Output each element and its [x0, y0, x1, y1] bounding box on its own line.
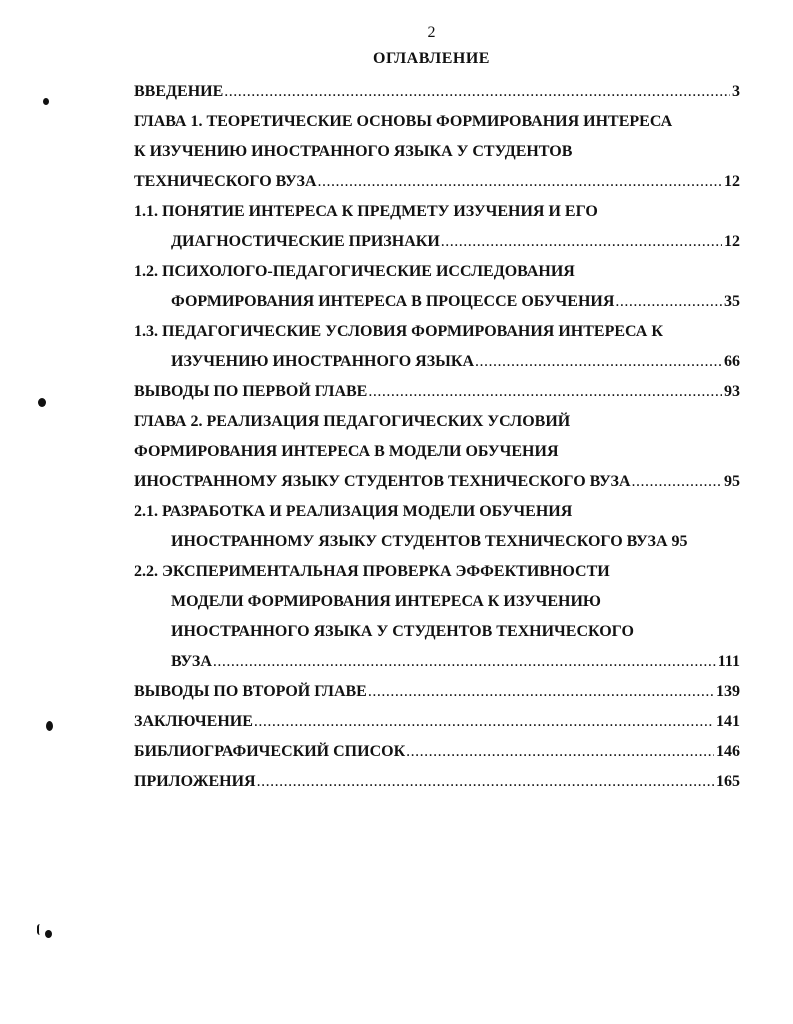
toc-entry-title-line: 2.1. РАЗРАБОТКА И РЕАЛИЗАЦИЯ МОДЕЛИ ОБУЧЕНИЯ — [134, 503, 573, 520]
toc-entry-appendices[interactable] — [134, 767, 740, 797]
toc-entry-title-line: БИБЛИОГРАФИЧЕСКИЙ СПИСОК — [134, 743, 406, 760]
toc-page-number: 35 — [724, 293, 740, 310]
toc-entry-title-line: ВЫВОДЫ ПО ПЕРВОЙ ГЛАВЕ — [134, 383, 368, 400]
toc-entry-section-2-1[interactable] — [134, 497, 740, 557]
scan-speck — [46, 721, 53, 731]
dot-leader — [318, 167, 722, 197]
toc-entry-title-line: ИНОСТРАННОМУ ЯЗЫКУ СТУДЕНТОВ ТЕХНИЧЕСКОГО ВУЗА — [171, 533, 668, 550]
toc-entry-title-line: 2.2. ЭКСПЕРИМЕНТАЛЬНАЯ ПРОВЕРКА ЭФФЕКТИВНОСТИ — [134, 563, 610, 580]
toc-page-number: 95 — [724, 473, 740, 490]
toc-page-number: 95 — [671, 533, 688, 550]
toc-entry-title-line: К ИЗУЧЕНИЮ ИНОСТРАННОГО ЯЗЫКА У СТУДЕНТОВ — [134, 143, 573, 160]
scan-speck — [37, 924, 42, 935]
toc-page-number: 111 — [717, 653, 740, 670]
toc-page-number: 165 — [716, 773, 740, 790]
dot-leader — [257, 767, 714, 797]
toc-entry-title-line: ДИАГНОСТИЧЕСКИЕ ПРИЗНАКИ — [171, 233, 440, 250]
scan-speck — [43, 98, 49, 105]
dot-leader — [368, 377, 722, 407]
dot-leader — [254, 707, 714, 737]
toc-entry-conclusion[interactable] — [134, 707, 740, 737]
toc-entry-title-line: ГЛАВА 2. РЕАЛИЗАЦИЯ ПЕДАГОГИЧЕСКИХ УСЛОВИЙ — [134, 413, 571, 430]
toc-entry-title-line: ГЛАВА 1. ТЕОРЕТИЧЕСКИЕ ОСНОВЫ ФОРМИРОВАНИЯ ИНТЕРЕСА — [134, 113, 673, 130]
scan-speck — [45, 930, 52, 938]
toc-entry-title-line: ЗАКЛЮЧЕНИЕ — [134, 713, 253, 730]
toc-entry-title-line: ТЕХНИЧЕСКОГО ВУЗА — [134, 173, 317, 190]
toc-page-number: 3 — [732, 83, 740, 100]
toc-entry-section-2-2[interactable] — [134, 557, 740, 677]
toc-entry-title-line: ФОРМИРОВАНИЯ ИНТЕРЕСА В ПРОЦЕССЕ ОБУЧЕНИЯ — [171, 293, 615, 310]
toc-entry-title-line: ИЗУЧЕНИЮ ИНОСТРАННОГО ЯЗЫКА — [171, 353, 475, 370]
toc-entry-chapter-1[interactable] — [134, 107, 740, 197]
toc-entry-title-line: 1.1. ПОНЯТИЕ ИНТЕРЕСА К ПРЕДМЕТУ ИЗУЧЕНИЯ И ЕГО — [134, 203, 598, 220]
toc-entry-title-line: ПРИЛОЖЕНИЯ — [134, 773, 256, 790]
dot-leader — [406, 737, 714, 767]
toc-entry-title-line: ВУЗА — [171, 653, 212, 670]
toc-page-number: 146 — [716, 743, 740, 760]
dot-leader — [441, 227, 722, 257]
toc-entry-title-line: ФОРМИРОВАНИЯ ИНТЕРЕСА В МОДЕЛИ ОБУЧЕНИЯ — [134, 443, 559, 460]
toc-entry-title-line: 1.2. ПСИХОЛОГО-ПЕДАГОГИЧЕСКИЕ ИССЛЕДОВАНИЯ — [134, 263, 575, 280]
scan-speck — [38, 398, 46, 407]
dot-leader — [224, 77, 730, 107]
toc-entry-title-line: ВЫВОДЫ ПО ВТОРОЙ ГЛАВЕ — [134, 683, 367, 700]
dot-leader — [475, 347, 722, 377]
table-of-contents — [134, 77, 740, 797]
dot-leader — [213, 647, 716, 677]
dot-leader — [632, 467, 722, 497]
dot-leader — [368, 677, 714, 707]
page-number: 2 — [427, 24, 436, 41]
toc-entry-introduction[interactable] — [134, 77, 740, 107]
toc-entry-title-line: МОДЕЛИ ФОРМИРОВАНИЯ ИНТЕРЕСА К ИЗУЧЕНИЮ — [171, 593, 601, 610]
toc-entry-chapter-2[interactable] — [134, 407, 740, 497]
dot-leader — [615, 287, 722, 317]
toc-entry-conclusions-chapter-2[interactable] — [134, 677, 740, 707]
toc-entry-section-1-1[interactable] — [134, 197, 740, 257]
toc-page-number: 139 — [716, 683, 740, 700]
toc-entry-section-1-2[interactable] — [134, 257, 740, 317]
toc-page-number: 12 — [724, 173, 740, 190]
toc-entry-bibliography[interactable] — [134, 737, 740, 767]
toc-page-number: 66 — [724, 353, 740, 370]
toc-entry-title-line: ВВЕДЕНИЕ — [134, 83, 224, 100]
toc-title: ОГЛАВЛЕНИЕ — [373, 50, 490, 67]
toc-page-number: 93 — [724, 383, 740, 400]
toc-entry-conclusions-chapter-1[interactable] — [134, 377, 740, 407]
toc-page-number: 141 — [716, 713, 740, 730]
toc-entry-title-line: ИНОСТРАННОМУ ЯЗЫКУ СТУДЕНТОВ ТЕХНИЧЕСКОГО ВУЗА — [134, 473, 631, 490]
toc-entry-section-1-3[interactable] — [134, 317, 740, 377]
toc-entry-title-line: 1.3. ПЕДАГОГИЧЕСКИЕ УСЛОВИЯ ФОРМИРОВАНИЯ ИНТЕРЕСА К — [134, 323, 663, 340]
toc-page-number: 12 — [724, 233, 740, 250]
toc-entry-title-line: ИНОСТРАННОГО ЯЗЫКА У СТУДЕНТОВ ТЕХНИЧЕСКОГО — [171, 623, 634, 640]
